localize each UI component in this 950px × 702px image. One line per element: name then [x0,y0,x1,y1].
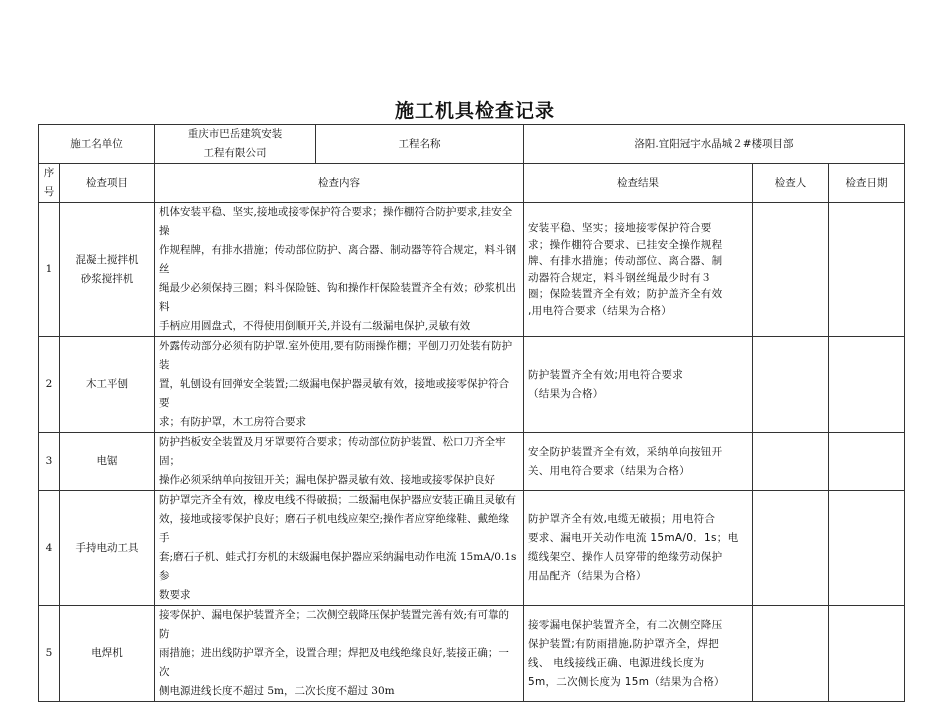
row-result: 接零漏电保护装置齐全，有二次侧空降压 保护装置;有防雨措施,防护罩齐全，焊把 线、 电线接线正确、电源进线长度为 5m，二次侧长度为 15m（结果为合格） [524,606,753,702]
row-no: 3 [39,433,60,491]
col-header-inspector: 检查人 [753,164,829,203]
header-info-row [39,125,905,164]
table-row [39,606,905,702]
column-header-row [39,164,905,203]
row-date [829,433,905,491]
row-content: 机体安装平稳、坚实,接地或接零保护符合要求；操作棚符合防护要求,挂安全操 作规程牌，有排水措施；传动部位防护、离合器、制动器等符合规定，料斗钢丝 绳最少必须保持三圈；料斗保险链、钩和操作杆保险装置齐全有效；砂浆机出料 手柄应用圆盘式，不得使用倒顺开关,并设有二级漏电保护,灵敏有效 [155,203,524,337]
row-content: 外露传动部分必须有防护罩.室外使用,要有防雨操作棚；平刨刀刃处装有防护装 置，轧刨设有回弹安全装置;二级漏电保护器灵敏有效，接地或接零保护符合要 求；有防护罩，木工房符合要求 [155,337,524,433]
col-header-content: 检查内容 [155,164,524,203]
row-content: 防护挡板安全装置及月牙罩要符合要求；传动部位防护装置、松口刀齐全牢固； 操作必须采纳单向按钮开关；漏电保护器灵敏有效、接地或接零保护良好 [155,433,524,491]
row-date [829,606,905,702]
row-inspector [753,433,829,491]
row-no: 2 [39,337,60,433]
row-result: 安全防护装置齐全有效，采纳单向按钮开 关、用电符合要求（结果为合格） [524,433,753,491]
row-date [829,203,905,337]
unit-label: 施工名单位 [39,125,155,164]
row-inspector [753,491,829,606]
row-inspector [753,203,829,337]
row-content: 接零保护、漏电保护装置齐全；二次侧空载降压保护装置完善有效;有可靠的防 雨措施；进出线防护罩齐全，设置合理；焊把及电线绝缘良好,装接正确；一次 侧电源进线长度不超过 5m，二次长度不超过 30m [155,606,524,702]
table-row [39,337,905,433]
project-label: 工程名称 [316,125,524,164]
row-date [829,491,905,606]
row-item: 木工平刨 [60,337,155,433]
page-title: 施工机具检查记录 [394,100,555,122]
row-no: 5 [39,606,60,702]
table-row [39,491,905,606]
col-header-item: 检查项目 [60,164,155,203]
col-header-date: 检查日期 [829,164,905,203]
row-no: 4 [39,491,60,606]
row-date [829,337,905,433]
row-result: 防护罩齐全有效,电缆无破损；用电符合 要求、漏电开关动作电流 15mA/0．1s；电 缆线架空、操作人员穿带的绝缘劳动保护 用品配齐（结果为合格） [524,491,753,606]
row-content: 防护罩完齐全有效，橡皮电线不得破损；二级漏电保护器应安装正确且灵敏有 效，接地或接零保护良好；磨石子机电线应架空;操作者应穿绝缘鞋、戴绝缘手 套;磨石子机、蛙式打夯机的末级漏电保护器应采纳漏电动作电流 15mA/0.1s 参 数要求 [155,491,524,606]
inspection-table [38,124,905,702]
row-inspector [753,606,829,702]
row-inspector [753,337,829,433]
table-row [39,433,905,491]
row-item: 电锯 [60,433,155,491]
project-value: 洛阳.宜阳冠宇水晶城２#楼项目部 [524,125,905,164]
row-result: 安装平稳、坚实；接地接零保护符合要 求；操作棚符合要求、已挂安全操作规程 牌、有排水措施；传动部位、离合器、制 动器符合规定，料斗钢丝绳最少时有３ 圈；保险装置齐全有效；防护盖齐全有效 ,用电符合要求（结果为合格） [524,203,753,337]
row-item: 手持电动工具 [60,491,155,606]
row-item: 混凝土搅拌机 砂浆搅拌机 [60,203,155,337]
table-row [39,203,905,337]
unit-value: 重庆市巴岳建筑安装 工程有限公司 [155,125,316,164]
row-no: 1 [39,203,60,337]
col-header-no: 序 号 [39,164,60,203]
col-header-result: 检查结果 [524,164,753,203]
row-item: 电焊机 [60,606,155,702]
row-result: 防护装置齐全有效;用电符合要求 （结果为合格） [524,337,753,433]
